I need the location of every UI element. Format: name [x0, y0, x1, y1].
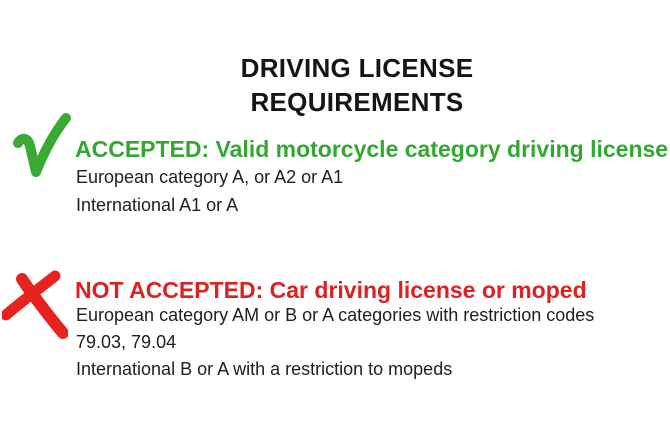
page-title — [0, 51, 670, 119]
page-title-line-1: DRIVING LICENSE — [240, 53, 474, 83]
page-title-line-2: REQUIREMENTS — [250, 87, 464, 117]
accepted-line-international: International A1 or A — [76, 195, 239, 215]
accepted-line-european: European category A, or A2 or A1 — [76, 167, 344, 187]
not-accepted-line-european: European category AM or B or A categories with restriction codes — [76, 305, 595, 325]
not-accepted-line-international: International B or A with a restriction to mopeds — [76, 359, 453, 379]
accepted-details — [76, 163, 343, 219]
not-accepted-details — [76, 302, 594, 383]
not-accepted-line-codes: 79.03, 79.04 — [76, 332, 177, 352]
not-accepted-heading: NOT ACCEPTED: Car driving license or moped — [75, 277, 587, 303]
x-mark-icon — [2, 270, 68, 340]
checkmark-icon — [8, 110, 72, 190]
accepted-heading: ACCEPTED: Valid motorcycle category driving license — [75, 136, 669, 162]
